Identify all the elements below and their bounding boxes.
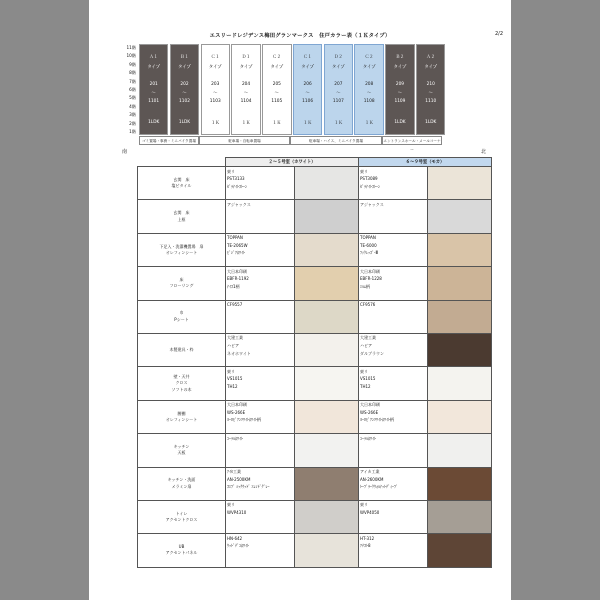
unit-letter: Ｂ１: [180, 55, 189, 60]
unit-layout: 1LDK: [425, 120, 437, 125]
white-spec: [226, 333, 295, 366]
mocha-spec: [359, 367, 428, 400]
spec-line: ｽｴﾌﾞ ｼｯｸｳｯﾄﾞ ｴﾚﾝﾄﾞｸﾞﾚｰ: [227, 484, 270, 490]
unit-type: タイプ: [301, 65, 314, 70]
item-label-line: 腰棚: [177, 410, 186, 416]
spec-line: 大日本印刷: [227, 402, 247, 408]
spec-line: ﾖｰﾛﾋﾟｱﾝﾂﾜｲﾄﾎﾜｲﾄ柄: [227, 417, 261, 423]
spec-line: ｳｯﾄﾞﾃﾞｺﾎﾜｲﾄ: [227, 543, 249, 549]
unit-type: タイプ: [239, 65, 253, 70]
item-label: [138, 333, 226, 366]
spec-line: PST3089: [360, 176, 378, 182]
unit-column: [385, 44, 414, 135]
white-spec: [226, 367, 295, 400]
item-label-line: 床: [179, 276, 184, 282]
floor-label: 5階: [129, 95, 136, 101]
spec-line: 東リ: [360, 502, 369, 508]
range-dash: 〜: [274, 91, 279, 96]
unit-letter: Ｄ２: [334, 55, 343, 60]
item-label-line: クロス: [175, 380, 188, 386]
unit-from: 201: [149, 82, 158, 87]
unit-layout: 1LDK: [148, 120, 160, 125]
spec-line: PST3133: [227, 176, 245, 182]
spec-line: WS-266E: [227, 409, 246, 415]
color-swatch: [428, 300, 492, 333]
range-dash: 〜: [305, 91, 310, 96]
mocha-spec: [359, 333, 428, 366]
unit-from: 205: [272, 82, 281, 87]
color-swatch: [295, 500, 359, 533]
spec-line: 東リ: [227, 368, 235, 374]
unit-layout: 1LDK: [178, 120, 191, 125]
table-row: [138, 333, 492, 366]
item-label-line: トイレ: [175, 510, 188, 516]
floor-label: 8階: [129, 70, 136, 76]
spec-line: ネオホワイト: [227, 350, 251, 356]
unit-to: 1102: [179, 99, 190, 104]
color-swatch: [295, 534, 359, 567]
spec-line: ｴﾙﾑ柄: [360, 283, 371, 289]
spec-line: ﾖｰﾛﾋﾟｱﾝﾂﾜｲﾄﾎﾜｲﾄ柄: [360, 417, 395, 423]
white-spec: [226, 467, 295, 500]
item-label-line: 下足入・洗濯機置場 扉: [159, 243, 204, 249]
spec-line: アジャックス: [360, 201, 384, 207]
spec-line: アイカ工業: [360, 469, 380, 475]
color-swatch: [295, 367, 359, 400]
spec-line: ｺｰﾗﾙﾎﾜｲﾄ: [360, 435, 377, 441]
unit-layout: １Ｋ: [272, 121, 282, 126]
table-row: [138, 400, 492, 433]
unit-from: 207: [334, 82, 343, 87]
table-row: [138, 467, 492, 500]
mocha-spec: [359, 200, 428, 233]
item-label-line: 玄関 床: [173, 210, 190, 216]
item-label: [138, 467, 226, 500]
spec-line: ﾌｧｸﾚｯｽﾞ-Ⅲ: [360, 250, 379, 256]
white-spec: [226, 167, 295, 200]
unit-type: タイプ: [147, 65, 161, 70]
unit-to: 1109: [394, 99, 406, 104]
spec-line: EBFR-1228: [360, 276, 382, 282]
spec-line: ﾄｰﾌﾟﾗｰｸｳｫﾙﾅｯﾄﾃﾞｨｰﾌﾟ: [360, 484, 399, 490]
document-page: [89, 0, 511, 600]
spec-line: 東リ: [360, 168, 369, 174]
spec-line: AN-2600KM: [360, 476, 384, 482]
spec-line: CF9557: [227, 302, 243, 308]
spec-line: AN-2500KM: [227, 476, 251, 482]
unit-layout: 1LDK: [394, 120, 406, 125]
unit-letter: Ｃ２: [364, 55, 374, 60]
table-row: [138, 367, 492, 400]
color-swatch: [295, 267, 359, 300]
unit-type: タイプ: [362, 65, 376, 70]
unit-to: 1106: [302, 99, 314, 104]
unit-to: 1103: [209, 99, 221, 104]
unit-to: 1105: [271, 99, 283, 104]
unit-from: 202: [180, 82, 189, 87]
color-swatch: [295, 333, 359, 366]
unit-type: タイプ: [208, 65, 222, 70]
spec-line: ハピア: [360, 343, 373, 349]
color-swatch: [295, 434, 359, 467]
spec-line: 大日本印刷: [227, 268, 247, 274]
floor-label: 11階: [126, 45, 136, 50]
range-dash: 〜: [397, 91, 403, 96]
spec-line: TOPPAN: [360, 235, 376, 241]
unit-from: 210: [426, 82, 435, 87]
item-label-line: オレフィンシート: [165, 416, 198, 422]
floor-label: 10階: [126, 53, 136, 59]
unit-type: タイプ: [332, 65, 345, 70]
unit-letter: Ｃ２: [272, 55, 282, 60]
ground-floor-cell: ゴミ置場・事務・ミニバイク置場: [139, 136, 199, 145]
color-swatch: [295, 400, 359, 433]
item-label: [138, 267, 226, 300]
spec-line: WS-266E: [360, 409, 379, 415]
floor-label: 4階: [129, 103, 136, 109]
mocha-spec: [359, 167, 428, 200]
spec-line: HT-312: [360, 535, 375, 541]
spec-line: WVP4050: [360, 510, 380, 515]
color-swatch: [428, 500, 492, 533]
unit-layout: １Ｋ: [241, 121, 251, 126]
item-label-line: キッチン・洗面: [167, 477, 196, 483]
unit-from: 208: [365, 82, 374, 87]
spec-line: 大日本印刷: [360, 402, 381, 408]
table-row: [138, 233, 492, 266]
range-dash: 〜: [243, 91, 249, 96]
spec-line: アジャックス: [227, 201, 251, 207]
unit-type: タイプ: [178, 65, 191, 70]
table-row: [138, 434, 492, 467]
ground-floor-row: [139, 136, 442, 152]
unit-letter: Ｄ１: [241, 55, 251, 60]
floor-label: 2階: [129, 120, 136, 126]
white-spec: [226, 200, 295, 233]
table-row: [138, 200, 492, 233]
item-label-line: メラミン扉: [171, 483, 192, 489]
white-spec: [226, 534, 295, 567]
unit-to: 1107: [332, 99, 344, 104]
white-spec: [226, 434, 295, 467]
spec-line: ダルブラウン: [360, 350, 385, 356]
color-swatch: [428, 434, 492, 467]
mocha-spec: [359, 233, 428, 266]
color-swatch: [295, 200, 359, 233]
compass-south: 南: [122, 149, 128, 155]
spec-line: 東リ: [360, 368, 369, 374]
unit-column: [231, 44, 260, 135]
color-spec-table: [137, 157, 492, 568]
item-label: [138, 200, 226, 233]
unit-from: 204: [241, 82, 251, 87]
unit-letter: Ｃ１: [303, 55, 312, 60]
unit-to: 1108: [363, 99, 375, 104]
unit-column: [201, 44, 230, 135]
white-spec: [226, 400, 295, 433]
mocha-spec: [359, 534, 428, 567]
item-label: [138, 434, 226, 467]
color-swatch: [428, 467, 492, 500]
unit-layout: １Ｋ: [210, 121, 220, 126]
unit-column: [139, 44, 168, 135]
color-swatch: [428, 400, 492, 433]
item-label: [138, 233, 226, 266]
unit-layout: １Ｋ: [303, 121, 312, 126]
table-row: [138, 300, 492, 333]
table-row: [138, 500, 492, 533]
unit-letter: Ａ１: [149, 55, 158, 60]
range-dash: 〜: [367, 91, 372, 96]
unit-layout: １Ｋ: [334, 121, 343, 126]
unit-letter: Ｃ１: [210, 55, 220, 60]
item-label-line: キッチン: [173, 443, 190, 449]
spec-line: ハピア: [227, 343, 239, 349]
unit-column: [262, 44, 291, 135]
spec-line: TOPPAN: [227, 235, 243, 241]
header-mocha: ６〜９号室（モカ）: [359, 158, 492, 167]
color-swatch: [428, 333, 492, 366]
spec-line: ｶﾞﾗﾅｲﾄｽﾄｰﾝ: [360, 183, 381, 189]
spec-line: HN-642: [227, 535, 243, 541]
spec-line: ﾋﾞｼﾞｱﾎﾜｲﾄ: [227, 250, 245, 256]
unit-from: 203: [211, 82, 220, 87]
floor-label: 9階: [129, 61, 136, 67]
spec-line: 東リ: [227, 168, 235, 174]
spec-line: VS1015: [360, 376, 376, 382]
unit-column: [293, 44, 322, 135]
white-spec: [226, 267, 295, 300]
color-swatch: [295, 467, 359, 500]
item-label-line: 壁・天井: [173, 373, 190, 379]
mocha-spec: [359, 434, 428, 467]
page-title: エスリードレジデンス梅田グランマークス 住戸カラー表（１Ｋタイプ）: [209, 33, 391, 39]
color-swatch: [295, 233, 359, 266]
range-dash: 〜: [336, 91, 341, 96]
color-swatch: [428, 233, 492, 266]
unit-letter: Ｂ２: [395, 55, 405, 60]
unit-layout: １Ｋ: [364, 121, 374, 126]
mocha-spec: [359, 267, 428, 300]
floor-plan: [120, 44, 493, 152]
item-label-line: フローリング: [169, 283, 194, 289]
unit-column: [416, 44, 445, 135]
spec-line: TE-6000: [360, 242, 377, 248]
unit-from: 206: [303, 82, 312, 87]
white-spec: [226, 233, 295, 266]
spec-line: ﾅｲｽ1柄: [227, 283, 240, 289]
item-label-line: UB: [178, 544, 185, 550]
unit-from: 209: [395, 82, 405, 87]
color-swatch: [295, 167, 359, 200]
white-spec: [226, 500, 295, 533]
spec-line: EBFR-1192: [227, 276, 249, 282]
item-label: [138, 534, 226, 567]
spec-line: ｺｰﾗﾙﾎﾜｲﾄ: [227, 435, 243, 441]
item-label-line: オレフィンシート: [165, 249, 198, 255]
unit-column: [170, 44, 199, 135]
unit-type: タイプ: [393, 65, 407, 70]
color-swatch: [295, 300, 359, 333]
item-label-line: 塩ビタイル: [171, 183, 192, 189]
floor-labels: [120, 44, 138, 136]
floor-label: 6階: [129, 86, 136, 92]
item-label-line: アクセントパネル: [165, 550, 198, 556]
mocha-spec: [359, 300, 428, 333]
range-dash: 〜: [151, 91, 156, 96]
spec-line: WVP4310: [227, 510, 247, 515]
range-dash: 〜: [428, 91, 433, 96]
spec-line: 東リ: [227, 502, 235, 508]
color-swatch: [428, 167, 492, 200]
item-label: [138, 300, 226, 333]
mocha-spec: [359, 467, 428, 500]
item-label-line: 玄関 床: [173, 176, 190, 182]
item-label: [138, 167, 226, 200]
ground-floor-cell: 駐車場・自転車置場: [199, 136, 290, 145]
table-row: [138, 267, 492, 300]
color-swatch: [428, 367, 492, 400]
range-dash: 〜: [213, 91, 218, 96]
spec-line: TH12: [360, 384, 371, 390]
spec-line: ｱﾃｽﾄ8: [360, 543, 371, 549]
floor-label: 1階: [129, 128, 136, 134]
color-swatch: [428, 267, 492, 300]
unit-letter: Ａ２: [426, 55, 436, 60]
spec-line: ｶﾞﾗﾅｲﾄｽﾄｰﾝ: [227, 183, 247, 189]
unit-column: [354, 44, 383, 135]
spec-line: CF9576: [360, 302, 376, 308]
unit-to: 1104: [240, 99, 252, 104]
spec-line: TH12: [227, 384, 238, 390]
spec-line: VS1015: [227, 376, 243, 382]
item-label-line: 天板: [177, 450, 186, 456]
item-label: [138, 500, 226, 533]
spec-line: 大日本印刷: [360, 268, 381, 274]
page-number: 2/2: [494, 31, 503, 37]
mocha-spec: [359, 400, 428, 433]
header-white: ２〜５号室（ホワイト）: [226, 158, 359, 167]
color-swatch: [428, 200, 492, 233]
spec-line: 大建工業: [227, 335, 243, 341]
spec-line: 大建工業: [360, 335, 377, 341]
floor-label: 3階: [129, 112, 136, 118]
unit-column: [324, 44, 353, 135]
unit-type: タイプ: [424, 65, 438, 70]
unit-to: 1110: [425, 99, 437, 104]
floor-label: 7階: [129, 78, 136, 84]
mocha-spec: [359, 500, 428, 533]
item-label-line: アクセントクロス: [165, 517, 198, 523]
ground-floor-cell: 駐車場・ハイス、ミニバイク置場: [290, 136, 382, 145]
item-label: [138, 367, 226, 400]
ground-floor-cell: エントランスホール・メールコーナー: [382, 136, 442, 145]
item-label-line: 上框: [177, 216, 186, 222]
table-row: [138, 534, 492, 567]
unit-type: タイプ: [270, 65, 284, 70]
table-row: [138, 167, 492, 200]
spec-line: ｱｲｶ工業: [227, 469, 241, 475]
item-label-line: Pシート: [174, 316, 189, 322]
item-label-line: ソフトの木: [171, 386, 192, 392]
item-label-line: 木製建具・枠: [169, 346, 194, 352]
range-dash: 〜: [182, 91, 187, 96]
white-spec: [226, 300, 295, 333]
item-label: [138, 400, 226, 433]
color-swatch: [428, 534, 492, 567]
spec-line: TE-2065W: [227, 242, 248, 248]
item-label-line: 巾: [179, 310, 184, 316]
unit-columns: [139, 44, 447, 135]
unit-to: 1101: [148, 99, 160, 104]
compass-north: 北: [481, 149, 487, 155]
